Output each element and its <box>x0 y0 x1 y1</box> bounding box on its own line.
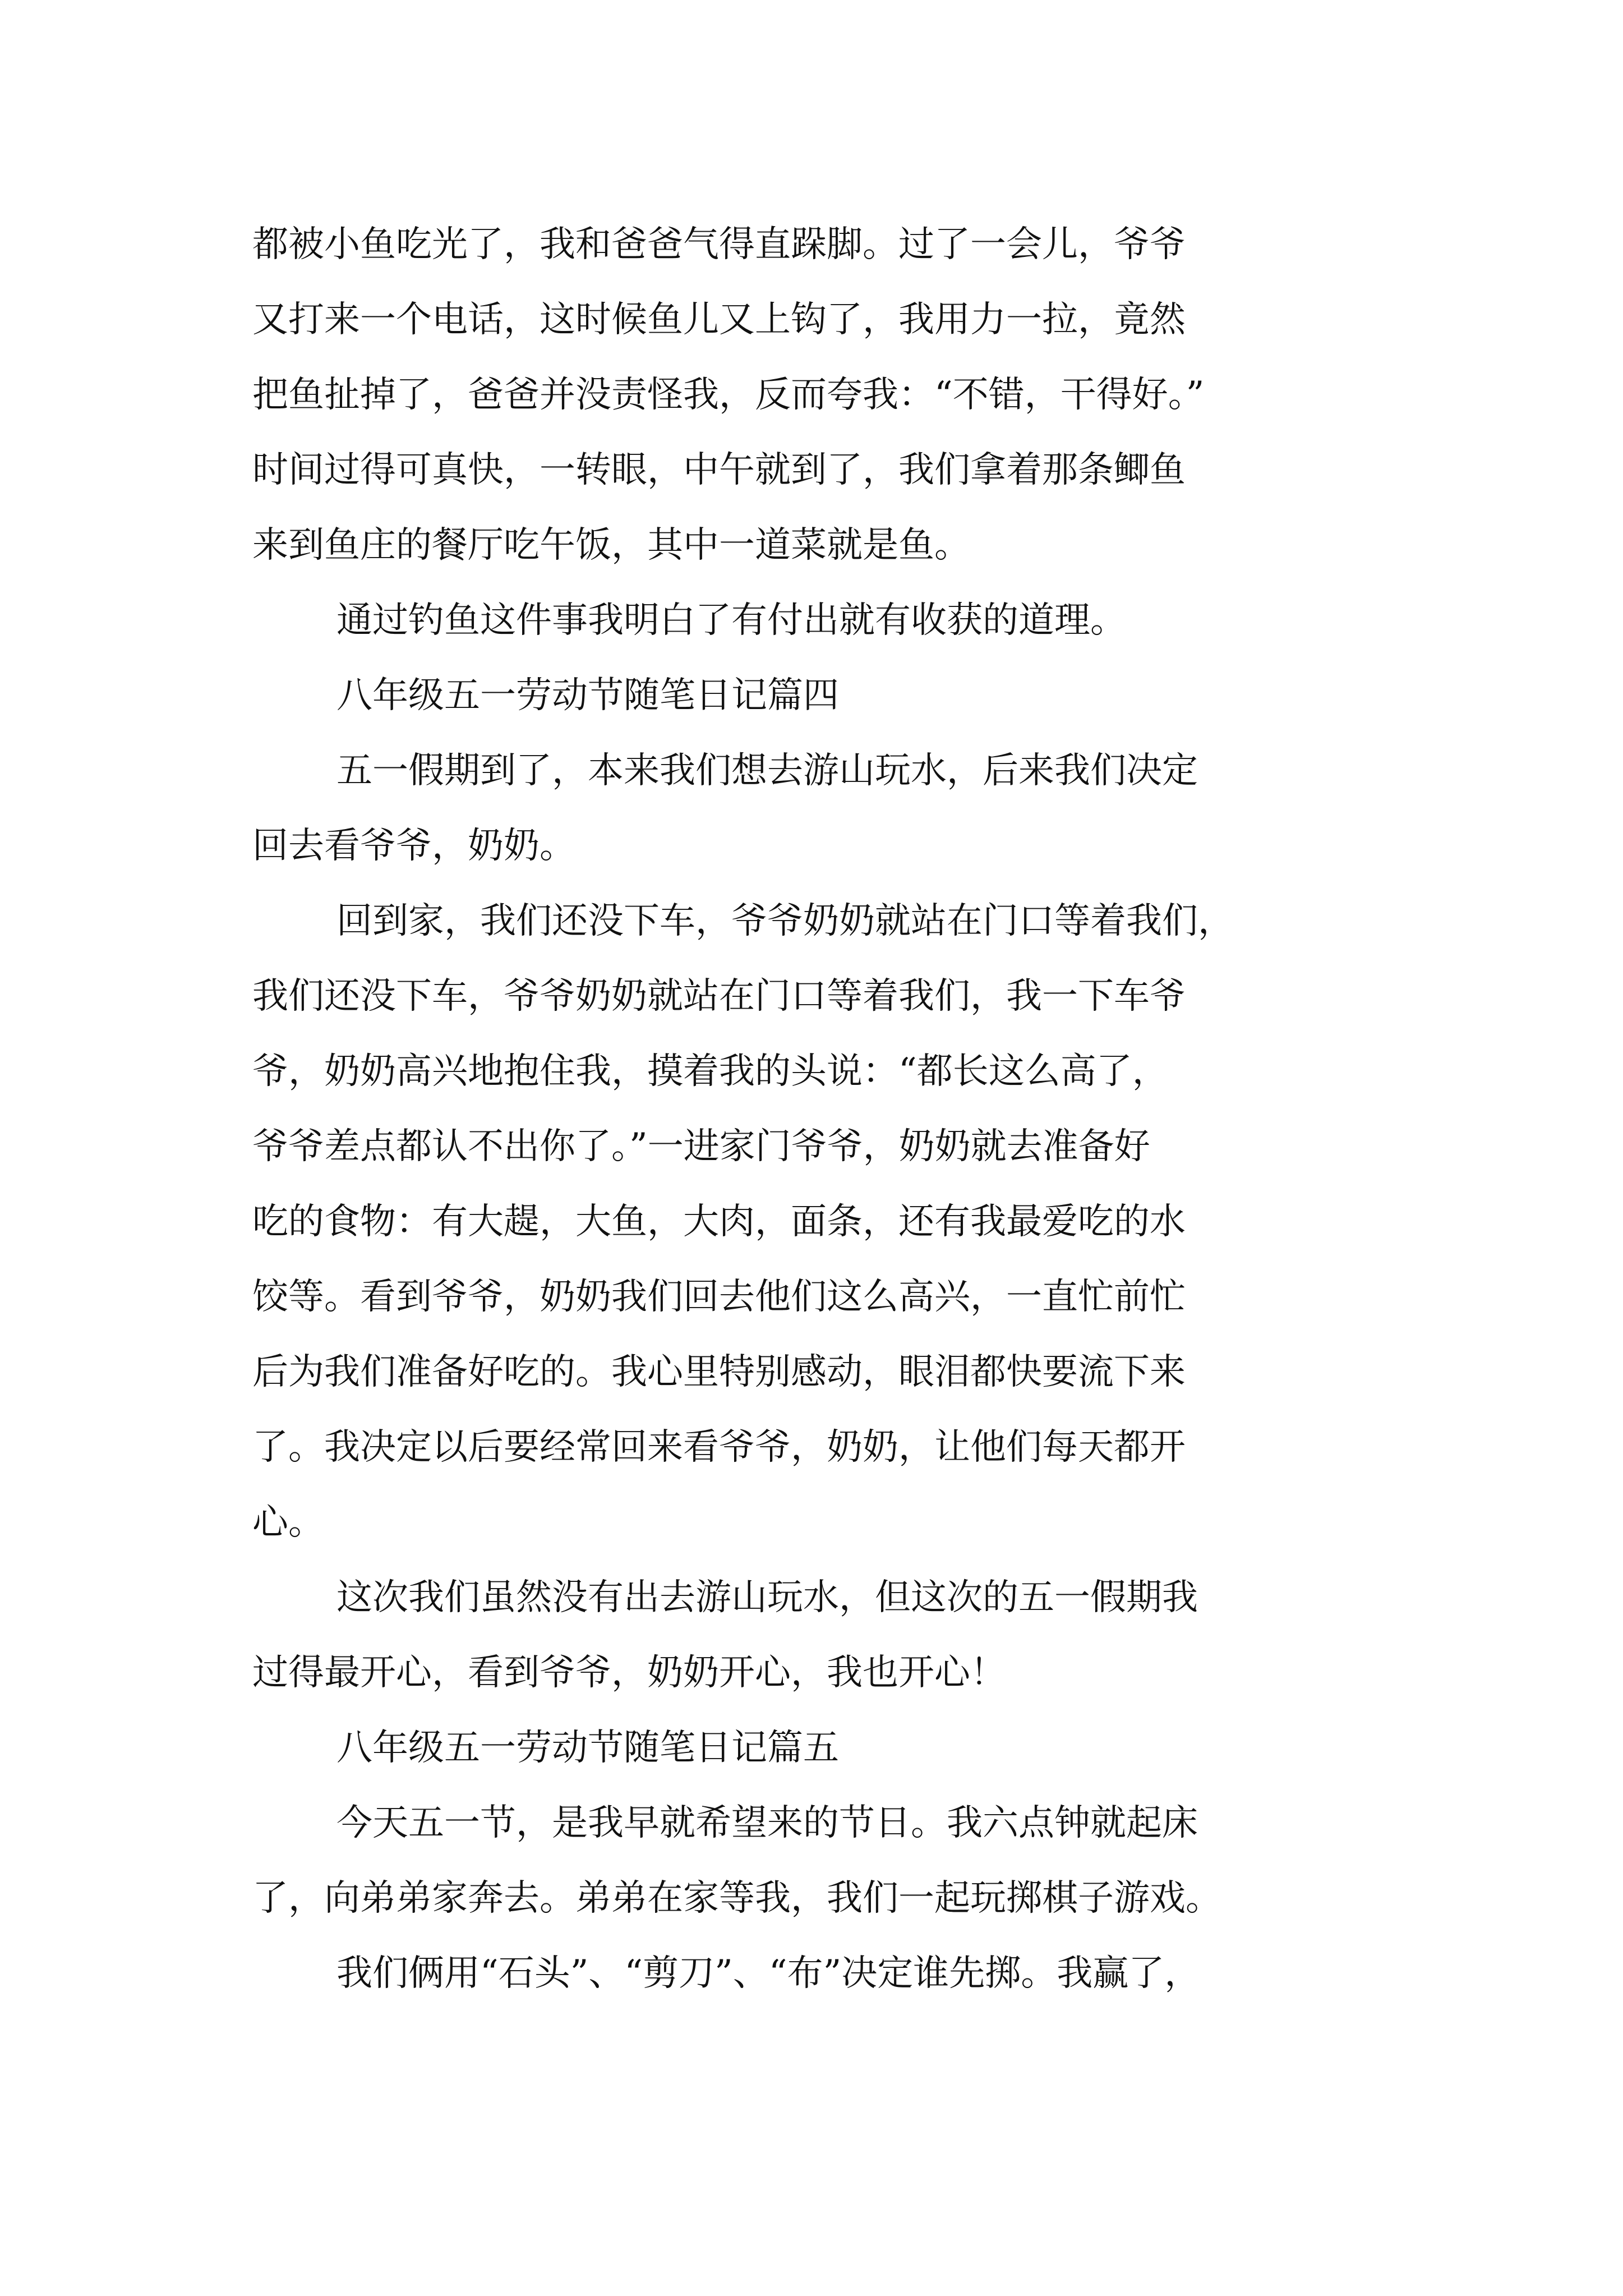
paragraph-line: 今天五一节，是我早就希望来的节日。我六点钟就起床 <box>336 1802 1198 1844</box>
text-line: 了，向弟弟家奔去。弟弟在家等我，我们一起玩掷棋子游戏。 <box>252 1878 1221 1919</box>
text-line: 又打来一个电话，这时候鱼儿又上钩了，我用力一拉，竟然 <box>252 299 1186 341</box>
text-line: 把鱼扯掉了，爸爸并没责怪我，反而夸我：“不错，干得好。” <box>252 374 1205 416</box>
text-line: 时间过得可真快，一转眼，中午就到了，我们拿着那条鲫鱼 <box>252 449 1186 491</box>
text-line: 后为我们准备好吃的。我心里特别感动，眼泪都快要流下来 <box>252 1351 1186 1393</box>
section-heading: 八年级五一劳动节随笔日记篇四 <box>336 675 839 716</box>
text-line: 来到鱼庄的餐厅吃午饭，其中一道菜就是鱼。 <box>252 524 970 566</box>
paragraph-line: 五一假期到了，本来我们想去游山玩水，后来我们决定 <box>336 750 1198 792</box>
text-line: 爷爷差点都认不出你了。”一进家门爷爷，奶奶就去准备好 <box>252 1126 1150 1167</box>
paragraph-line: 我们俩用“石头”、“剪刀”、“布”决定谁先掷。我赢了， <box>336 1953 1201 1994</box>
text-line: 吃的食物：有大趧，大鱼，大肉，面条，还有我最爱吃的水 <box>252 1201 1186 1243</box>
text-line: 回去看爷爷，奶奶。 <box>252 825 575 867</box>
text-line: 过得最开心，看到爷爷，奶奶开心，我也开心！ <box>252 1652 1006 1694</box>
paragraph-line: 这次我们虽然没有出去游山玩水，但这次的五一假期我 <box>336 1577 1198 1618</box>
text-line: 都被小鱼吃光了，我和爸爸气得直跺脚。过了一会儿，爷爷 <box>252 224 1186 265</box>
text-line: 饺等。看到爷爷，奶奶我们回去他们这么高兴，一直忙前忙 <box>252 1276 1186 1318</box>
text-line: 了。我决定以后要经常回来看爷爷，奶奶，让他们每天都开 <box>252 1427 1186 1468</box>
section-heading: 八年级五一劳动节随笔日记篇五 <box>336 1727 839 1769</box>
paragraph-line: 通过钓鱼这件事我明白了有付出就有收获的道理。 <box>336 600 1126 641</box>
text-line: 心。 <box>252 1502 324 1543</box>
text-line: 爷，奶奶高兴地抱住我，摸着我的头说：“都长这么高了， <box>252 1051 1168 1092</box>
paragraph-line: 回到家，我们还没下车，爷爷奶奶就站在门口等着我们， <box>336 900 1234 942</box>
text-line: 我们还没下车，爷爷奶奶就站在门口等着我们，我一下车爷 <box>252 976 1186 1017</box>
